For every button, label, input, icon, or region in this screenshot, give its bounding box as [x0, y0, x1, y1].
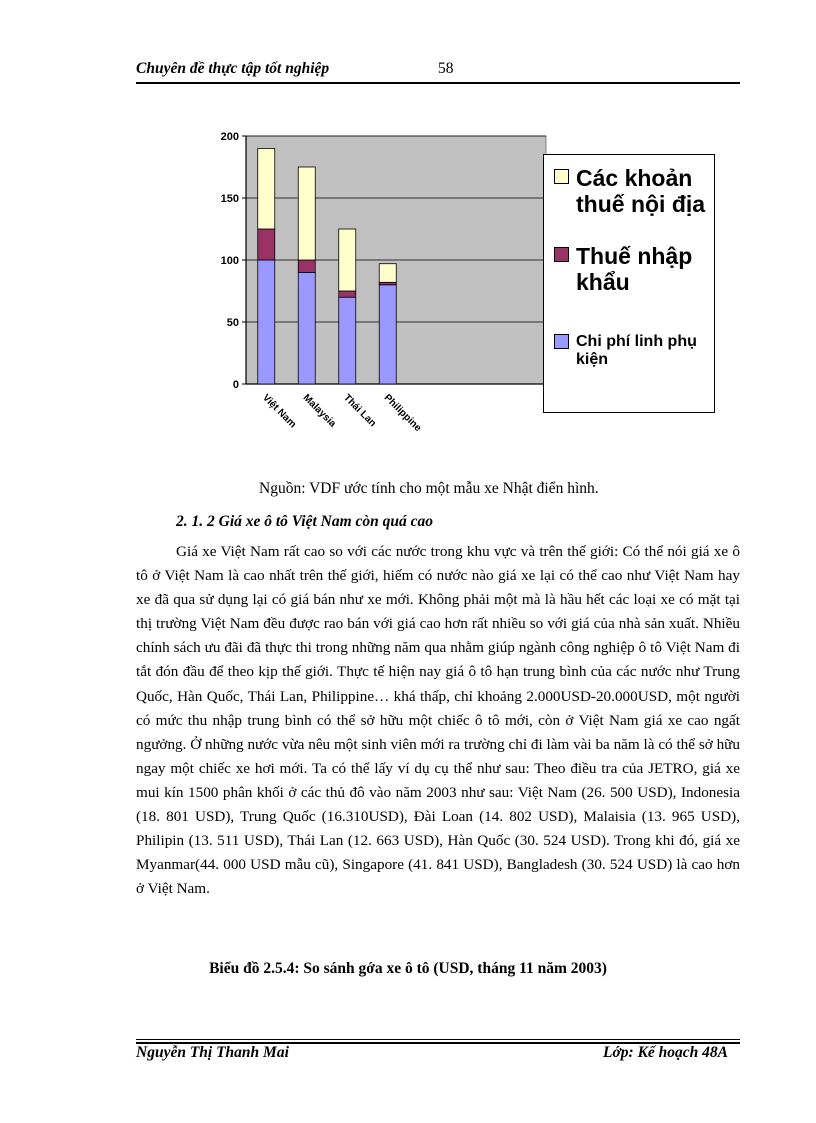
legend-label-import-tax: Thuế nhập khẩu [576, 243, 693, 296]
bar-segment [339, 291, 356, 297]
body-paragraph: Giá xe Việt Nam rất cao so với các nước trong khu vực và trên thế giới: Có thể nói giá xe ô tô ở Việt Nam là cao nhất trên thế giới, hiếm có nước nào giá xe lại có thể cao như Việt Nam hay xe đã qua sử dụng lại có giá bán như xe mới. Không phải một mà là hầu hết các loại xe có mặt tại thị trường Việt Nam đều được rao bán với giá cao hơn rất nhiều so với giá của nhà sản xuất. Nhiều chính sách ưu đãi đã thực thi trong những năm qua nhằm giúp ngành công nghiệp ô tô Việt Nam đi tắt đón đầu để theo kịp thế giới. Thực tế hiện nay giá ô tô hạn trung bình của các nước như Trung Quốc, Hàn Quốc, Thái Lan, Philippine… khá thấp, chỉ khoảng 2.000USD-20.000USD, một người có mức thu nhập trung bình có thể sở hữu một chiếc ô tô mới, còn ở Việt Nam giá xe cao ngất ngưởng. Ở những nước vừa nêu một sinh viên mới ra trường chỉ đi làm vài ba năm là có thể sở hữu ngay một chiếc xe hơi mới. Ta có thể lấy ví dụ cụ thể như sau: Theo điều tra của JETRO, giá xe mui kín 1500 phân khối ở các thủ đô vào năm 2003 như sau: Việt Nam (26. 500 USD), Indonesia (18. 801 USD), Trung Quốc (16.310USD), Đài Loan (14. 802 USD), Malaisia (13. 965 USD), Philipin (13. 511 USD), Thái Lan (12. 663 USD), Hàn Quốc (30. 524 USD). Trong khi đó, giá xe Myanmar(44. 000 USD mẫu cũ), Singapore (41. 841 USD), Bangladesh (30. 524 USD) là cao hơn ở Việt Nam. [136, 543, 740, 898]
y-tick-label: 0 [232, 379, 239, 391]
header-rule [136, 82, 740, 84]
x-tick-label: Việt Nam [260, 392, 299, 431]
section-heading: 2. 1. 2 Giá xe ô tô Việt Nam còn quá cao [176, 513, 434, 530]
footer-author: Nguyễn Thị Thanh Mai [136, 1044, 289, 1061]
x-tick-label: Malaysia [300, 392, 338, 430]
y-tick-label: 150 [220, 193, 239, 205]
chart-legend [543, 154, 715, 413]
chart-caption: Nguồn: VDF ước tính cho một mẫu xe Nhật điển hình. [259, 480, 599, 497]
page-number: 58 [438, 60, 454, 77]
legend-swatch-domestic-taxes [554, 169, 569, 184]
y-tick-label: 100 [220, 255, 239, 267]
legend-swatch-components [554, 334, 569, 349]
bar-segment [379, 264, 396, 283]
x-tick-label: Thái Lan [341, 392, 378, 430]
bar-segment [258, 229, 275, 260]
bar-segment [258, 148, 275, 229]
legend-label-domestic-taxes: Các khoản thuế nội địa [576, 165, 706, 218]
chart-svg [218, 128, 548, 444]
figure-title: Biểu đồ 2.5.4: So sánh gớa xe ô tô (USD, tháng 11 năm 2003) [209, 960, 607, 977]
legend-swatch-import-tax [554, 247, 569, 262]
bar-segment [298, 260, 315, 272]
bar-segment [298, 167, 315, 260]
x-tick-label: Philippine [381, 392, 424, 434]
bar-segment [339, 297, 356, 384]
bar-segment [298, 272, 315, 384]
y-tick-label: 200 [220, 131, 239, 143]
legend-label-components: Chi phí linh phụ kiện [576, 333, 697, 369]
page-header [136, 60, 740, 84]
bar-segment [258, 260, 275, 384]
y-tick-label: 50 [226, 317, 239, 329]
bar-segment [339, 229, 356, 291]
bar-segment [379, 285, 396, 384]
footer-class: Lớp: Kế hoạch 48A [603, 1044, 728, 1061]
header-title: Chuyên đề thực tập tốt nghiệp [136, 60, 330, 77]
footer-rule [136, 1039, 740, 1040]
